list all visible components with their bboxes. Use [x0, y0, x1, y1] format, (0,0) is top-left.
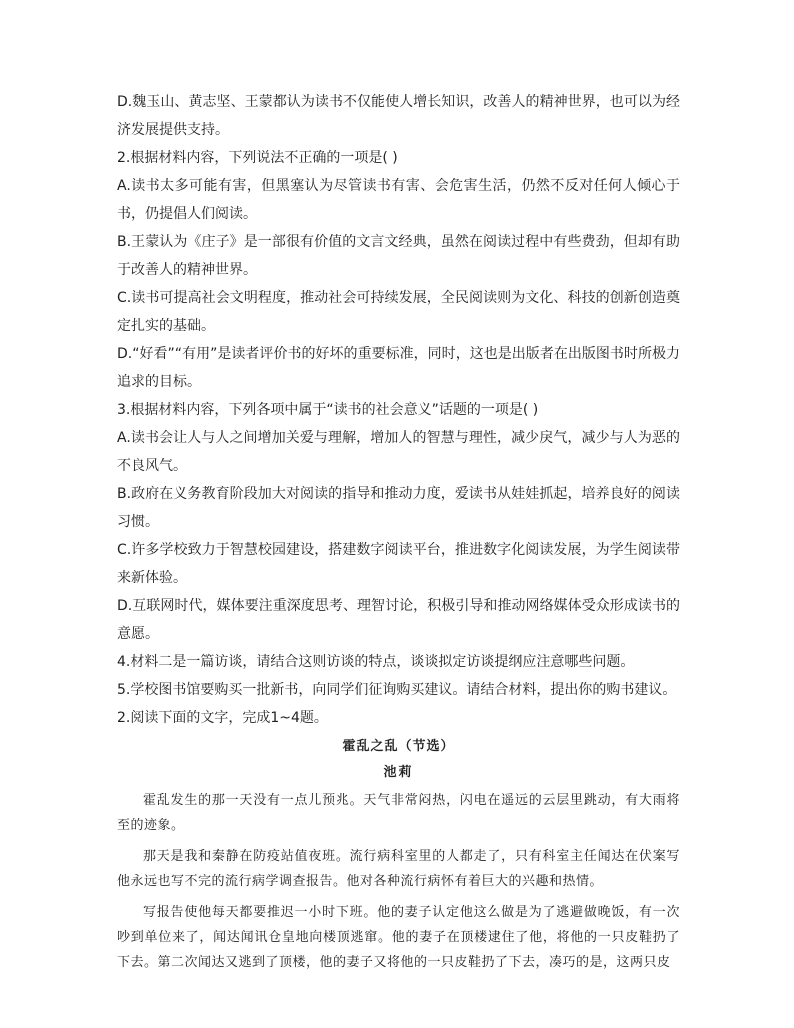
story-author: 池莉 — [383, 765, 414, 780]
story-paragraph-3: 写报告使他每天都要推迟一小时下班。他的妻子认定他这么做是为了逃避做晚饭，有一次吵到单位来了，闻达闻讯仓皇地向楼顶逃窜。他的妻子在顶楼逮住了他，将他的一只皮鞋扔了下去。第二次闻达又逃到了顶楼，他的妻子又将他的一只皮鞋扔了下去，凑巧的是，这两只皮 — [117, 905, 680, 970]
q3-option-c: C.许多学校致力于智慧校园建设，搭建数字阅读平台，推进数字化阅读发展，为学生阅读带来新体验。 — [117, 542, 680, 586]
q2-option-c: C.读书可提高社会文明程度，推动社会可持续发展，全民阅读则为文化、科技的创新创造奠定扎实的基础。 — [117, 290, 680, 334]
q1-option-d: D.魏玉山、黄志坚、王蒙都认为读书不仅能使人增长知识，改善人的精神世界，也可以为经济发展提供支持。 — [117, 94, 680, 138]
q3-option-b: B.政府在义务教育阶段加大对阅读的指导和推动力度，爱读书从娃娃抓起，培养良好的阅读习惯。 — [117, 486, 680, 530]
q2-option-b: B.王蒙认为《庄子》是一部很有价值的文言文经典，虽然在阅读过程中有些费劲，但却有助于改善人的精神世界。 — [117, 234, 680, 278]
document-page — [117, 88, 680, 981]
section-2-heading: 2.阅读下面的文字，完成1~4题。 — [117, 710, 328, 726]
q5: 5.学校图书馆要购买一批新书，向同学们征询购买建议。请结合材料，提出你的购书建议。 — [117, 682, 677, 698]
story-paragraph-2: 那天是我和秦静在防疫站值夜班。流行病科室里的人都走了，只有科室主任闻达在伏案写他永远也写不完的流行病学调查报告。他对各种流行病怀有着巨大的兴趣和热情。 — [117, 849, 680, 889]
q4: 4.材料二是一篇访谈，请结合这则访谈的特点，谈谈拟定访谈提纲应注意哪些问题。 — [117, 654, 635, 670]
q2-option-a: A.读书太多可能有害，但黑塞认为尽管读书有害、会危害生活，仍然不反对任何人倾心于书，仍提倡人们阅读。 — [117, 178, 680, 222]
story-paragraph-1: 霍乱发生的那一天没有一点儿预兆。天气非常闷热，闪电在遥远的云层里跳动，有大雨将至的迹象。 — [117, 793, 680, 833]
story-title: 霍乱之乱（节选） — [342, 739, 455, 754]
q2-option-d: D.“好看”“有用”是读者评价书的好坏的重要标准，同时，这也是出版者在出版图书时所极力追求的目标。 — [117, 346, 680, 390]
q2-stem: 2.根据材料内容，下列说法不正确的一项是( ) — [117, 150, 398, 166]
q3-stem: 3.根据材料内容，下列各项中属于“读书的社会意义”话题的一项是( ) — [117, 402, 539, 418]
q3-option-a: A.读书会让人与人之间增加关爱与理解，增加人的智慧与理性，减少戾气，减少与人为恶的不良风气。 — [117, 430, 680, 474]
q3-option-d: D.互联网时代，媒体要注重深度思考、理智讨论，积极引导和推动网络媒体受众形成读书的意愿。 — [117, 598, 680, 642]
